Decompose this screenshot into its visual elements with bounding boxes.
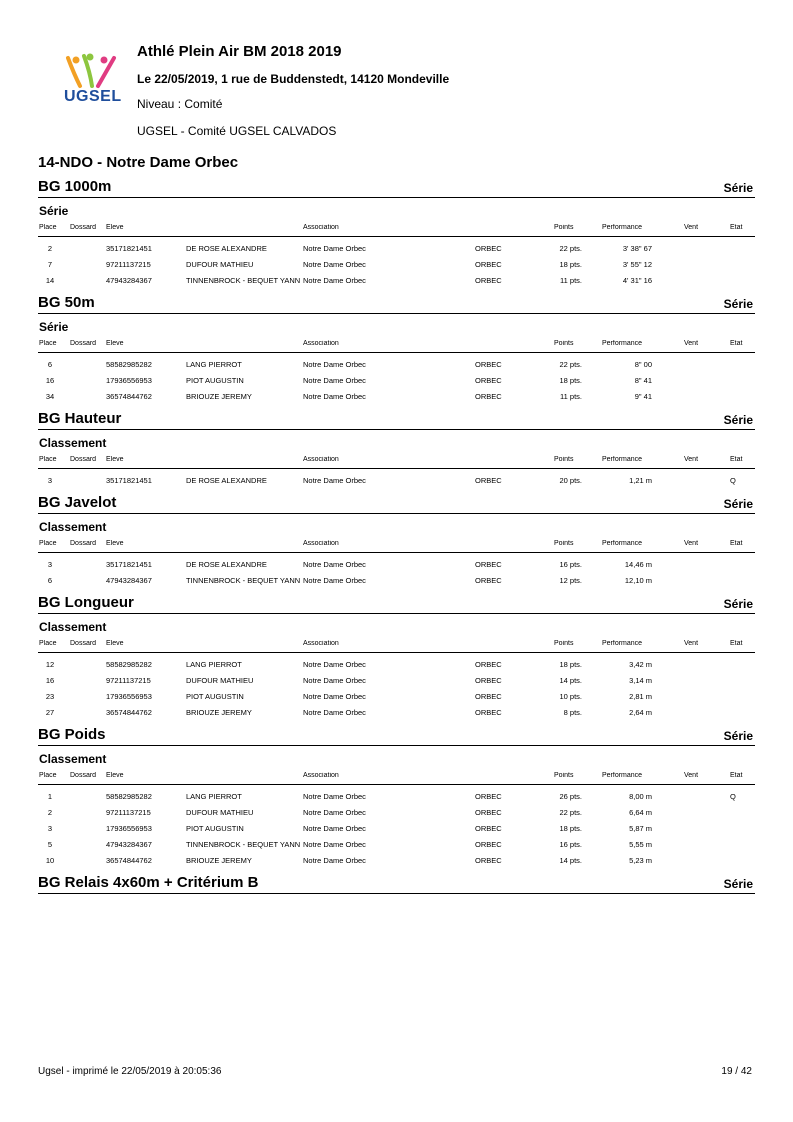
col-association: Association	[303, 772, 339, 779]
cell-points: 22 pts.	[559, 244, 582, 253]
cell-place: 5	[47, 840, 53, 849]
round-name: Classement	[39, 520, 107, 534]
cell-association: Notre Dame Orbec	[303, 560, 366, 569]
cell-athlete: DE ROSE ALEXANDRE	[186, 244, 267, 253]
table-row	[38, 573, 755, 589]
col-eleve: Eleve	[106, 772, 124, 779]
cell-city: ORBEC	[475, 392, 502, 401]
event-section	[38, 173, 755, 289]
table-row	[38, 357, 755, 373]
event-name: BG Hauteur	[38, 410, 122, 427]
cell-athlete: LANG PIERROT	[186, 660, 242, 669]
cell-city: ORBEC	[475, 676, 502, 685]
cell-association: Notre Dame Orbec	[303, 244, 366, 253]
cell-points: 14 pts.	[559, 676, 582, 685]
cell-athlete: PIOT AUGUSTIN	[186, 824, 244, 833]
col-vent: Vent	[684, 224, 699, 231]
cell-performance: 8" 41	[634, 376, 652, 385]
col-performance: Performance	[602, 640, 643, 647]
table-header-row	[38, 768, 755, 785]
col-place: Place	[39, 340, 57, 347]
table-row	[38, 837, 755, 853]
col-points: Points	[554, 640, 574, 647]
cell-points: 18 pts.	[559, 824, 582, 833]
col-performance: Performance	[602, 456, 643, 463]
event-name: BG Javelot	[38, 494, 117, 511]
page-number: 19 / 42	[721, 1066, 752, 1077]
table-row	[38, 241, 755, 257]
cell-city: ORBEC	[475, 360, 502, 369]
cell-place: 3	[47, 476, 53, 485]
table-header-row	[38, 220, 755, 237]
col-place: Place	[39, 456, 57, 463]
col-etat: Etat	[730, 772, 743, 779]
table-body	[38, 785, 755, 869]
cell-city: ORBEC	[475, 376, 502, 385]
cell-athlete: DUFOUR MATHIEU	[186, 676, 254, 685]
results-content	[38, 153, 755, 894]
event-header	[38, 721, 755, 746]
meeting-level: Niveau : Comité	[137, 97, 223, 111]
cell-association: Notre Dame Orbec	[303, 692, 366, 701]
round-name: Série	[39, 204, 69, 218]
cell-place: 27	[45, 708, 55, 717]
cell-association: Notre Dame Orbec	[303, 708, 366, 717]
event-type: Série	[723, 413, 753, 427]
cell-licence: 47943284367	[106, 276, 152, 285]
cell-city: ORBEC	[475, 244, 502, 253]
col-place: Place	[39, 540, 57, 547]
cell-association: Notre Dame Orbec	[303, 360, 366, 369]
cell-etat: Q	[730, 476, 736, 485]
cell-place: 2	[47, 244, 53, 253]
cell-place: 7	[47, 260, 53, 269]
cell-association: Notre Dame Orbec	[303, 476, 366, 485]
cell-place: 16	[45, 676, 55, 685]
cell-athlete: LANG PIERROT	[186, 792, 242, 801]
cell-licence: 35171821451	[106, 476, 152, 485]
cell-city: ORBEC	[475, 792, 502, 801]
cell-athlete: TINNENBROCK - BEQUET YANN	[186, 576, 301, 585]
col-dossard: Dossard	[70, 224, 97, 231]
cell-etat: Q	[730, 792, 736, 801]
round-name: Classement	[39, 620, 107, 634]
cell-athlete: BRIOUZE JEREMY	[186, 392, 252, 401]
event-header	[38, 589, 755, 614]
cell-performance: 3,14 m	[629, 676, 652, 685]
event-type: Série	[723, 729, 753, 743]
cell-points: 14 pts.	[559, 856, 582, 865]
cell-place: 6	[47, 360, 53, 369]
logo-text: UGSEL	[64, 88, 122, 105]
table-row	[38, 673, 755, 689]
table-row	[38, 853, 755, 869]
cell-athlete: BRIOUZE JEREMY	[186, 708, 252, 717]
event-section	[38, 869, 755, 894]
cell-association: Notre Dame Orbec	[303, 260, 366, 269]
cell-association: Notre Dame Orbec	[303, 376, 366, 385]
col-vent: Vent	[684, 640, 699, 647]
cell-place: 2	[47, 808, 53, 817]
meeting-title: Athlé Plein Air BM 2018 2019	[137, 43, 342, 60]
event-header	[38, 289, 755, 314]
col-points: Points	[554, 456, 574, 463]
col-dossard: Dossard	[70, 540, 97, 547]
cell-licence: 58582985282	[106, 792, 152, 801]
table-header-row	[38, 636, 755, 653]
table-row	[38, 705, 755, 721]
cell-city: ORBEC	[475, 708, 502, 717]
cell-performance: 2,81 m	[629, 692, 652, 701]
col-place: Place	[39, 640, 57, 647]
event-name: BG 1000m	[38, 178, 112, 195]
col-eleve: Eleve	[106, 640, 124, 647]
round-name: Classement	[39, 752, 107, 766]
col-etat: Etat	[730, 640, 743, 647]
cell-place: 23	[45, 692, 55, 701]
col-performance: Performance	[602, 224, 643, 231]
col-dossard: Dossard	[70, 772, 97, 779]
col-etat: Etat	[730, 456, 743, 463]
cell-performance: 3' 55" 12	[622, 260, 652, 269]
cell-athlete: LANG PIERROT	[186, 360, 242, 369]
event-type: Série	[723, 297, 753, 311]
cell-place: 10	[45, 856, 55, 865]
col-points: Points	[554, 224, 574, 231]
col-eleve: Eleve	[106, 340, 124, 347]
cell-licence: 97211137215	[106, 808, 151, 817]
table-header-row	[38, 452, 755, 469]
cell-association: Notre Dame Orbec	[303, 676, 366, 685]
event-section	[38, 589, 755, 721]
cell-points: 18 pts.	[559, 660, 582, 669]
cell-place: 34	[45, 392, 55, 401]
col-performance: Performance	[602, 540, 643, 547]
cell-points: 18 pts.	[559, 260, 582, 269]
cell-performance: 8,00 m	[629, 792, 652, 801]
col-points: Points	[554, 772, 574, 779]
cell-licence: 17936556953	[106, 376, 152, 385]
table-row	[38, 805, 755, 821]
table-header-row	[38, 536, 755, 553]
col-etat: Etat	[730, 540, 743, 547]
col-dossard: Dossard	[70, 340, 97, 347]
table-body	[38, 353, 755, 405]
cell-licence: 97211137215	[106, 260, 151, 269]
table-row	[38, 657, 755, 673]
cell-city: ORBEC	[475, 692, 502, 701]
event-name: BG Poids	[38, 726, 106, 743]
event-type: Série	[723, 181, 753, 195]
cell-performance: 5,87 m	[629, 824, 652, 833]
cell-points: 16 pts.	[559, 560, 582, 569]
cell-association: Notre Dame Orbec	[303, 660, 366, 669]
cell-place: 16	[45, 376, 55, 385]
cell-association: Notre Dame Orbec	[303, 856, 366, 865]
event-type: Série	[723, 877, 753, 891]
cell-athlete: PIOT AUGUSTIN	[186, 376, 244, 385]
event-header	[38, 173, 755, 198]
table-body	[38, 237, 755, 289]
event-section	[38, 721, 755, 869]
event-section	[38, 289, 755, 405]
col-etat: Etat	[730, 224, 743, 231]
table-row	[38, 557, 755, 573]
events-list	[38, 173, 755, 894]
event-header	[38, 869, 755, 894]
event-header	[38, 405, 755, 430]
col-vent: Vent	[684, 456, 699, 463]
cell-performance: 12,10 m	[624, 576, 652, 585]
cell-association: Notre Dame Orbec	[303, 576, 366, 585]
table-header-row	[38, 336, 755, 353]
table-row	[38, 821, 755, 837]
cell-licence: 35171821451	[106, 560, 152, 569]
cell-performance: 4' 31" 16	[622, 276, 652, 285]
cell-points: 18 pts.	[559, 376, 582, 385]
cell-performance: 3,42 m	[629, 660, 652, 669]
col-association: Association	[303, 540, 339, 547]
cell-licence: 47943284367	[106, 576, 152, 585]
cell-place: 12	[45, 660, 55, 669]
cell-licence: 47943284367	[106, 840, 152, 849]
cell-athlete: PIOT AUGUSTIN	[186, 692, 244, 701]
cell-association: Notre Dame Orbec	[303, 392, 366, 401]
cell-association: Notre Dame Orbec	[303, 276, 366, 285]
col-place: Place	[39, 224, 57, 231]
cell-points: 12 pts.	[559, 576, 582, 585]
col-place: Place	[39, 772, 57, 779]
cell-city: ORBEC	[475, 576, 502, 585]
cell-points: 16 pts.	[559, 840, 582, 849]
cell-licence: 36574844762	[106, 856, 152, 865]
col-performance: Performance	[602, 340, 643, 347]
cell-licence: 58582985282	[106, 660, 152, 669]
table-row	[38, 473, 755, 489]
event-section	[38, 405, 755, 489]
print-timestamp: Ugsel - imprimé le 22/05/2019 à 20:05:36	[38, 1066, 222, 1077]
cell-performance: 14,46 m	[624, 560, 652, 569]
club-title: 14-NDO - Notre Dame Orbec	[38, 154, 239, 171]
cell-points: 20 pts.	[559, 476, 582, 485]
cell-athlete: DUFOUR MATHIEU	[186, 260, 254, 269]
cell-city: ORBEC	[475, 476, 502, 485]
cell-athlete: TINNENBROCK - BEQUET YANN	[186, 840, 301, 849]
cell-performance: 9" 41	[634, 392, 652, 401]
cell-licence: 36574844762	[106, 392, 152, 401]
cell-athlete: DE ROSE ALEXANDRE	[186, 476, 267, 485]
cell-performance: 8" 00	[634, 360, 652, 369]
cell-licence: 36574844762	[106, 708, 152, 717]
cell-athlete: TINNENBROCK - BEQUET YANN	[186, 276, 301, 285]
col-etat: Etat	[730, 340, 743, 347]
cell-performance: 2,64 m	[629, 708, 652, 717]
cell-city: ORBEC	[475, 808, 502, 817]
cell-points: 22 pts.	[559, 808, 582, 817]
cell-association: Notre Dame Orbec	[303, 792, 366, 801]
col-dossard: Dossard	[70, 640, 97, 647]
col-association: Association	[303, 456, 339, 463]
col-points: Points	[554, 340, 574, 347]
cell-points: 10 pts.	[559, 692, 582, 701]
col-vent: Vent	[684, 540, 699, 547]
col-association: Association	[303, 340, 339, 347]
cell-points: 8 pts.	[563, 708, 582, 717]
cell-licence: 17936556953	[106, 824, 152, 833]
cell-performance: 3' 38" 67	[622, 244, 652, 253]
cell-performance: 6,64 m	[629, 808, 652, 817]
table-row	[38, 689, 755, 705]
cell-performance: 1,21 m	[629, 476, 652, 485]
table-body	[38, 553, 755, 589]
col-association: Association	[303, 640, 339, 647]
table-body	[38, 469, 755, 489]
page-header	[0, 0, 793, 150]
col-dossard: Dossard	[70, 456, 97, 463]
cell-points: 11 pts.	[560, 276, 582, 285]
cell-performance: 5,55 m	[629, 840, 652, 849]
table-row	[38, 373, 755, 389]
cell-place: 1	[47, 792, 53, 801]
cell-athlete: DE ROSE ALEXANDRE	[186, 560, 267, 569]
cell-licence: 58582985282	[106, 360, 152, 369]
col-vent: Vent	[684, 772, 699, 779]
meeting-date-place: Le 22/05/2019, 1 rue de Buddenstedt, 14120 Mondeville	[137, 72, 450, 86]
cell-city: ORBEC	[475, 824, 502, 833]
table-row	[38, 273, 755, 289]
cell-city: ORBEC	[475, 660, 502, 669]
cell-place: 6	[47, 576, 53, 585]
cell-points: 22 pts.	[559, 360, 582, 369]
round-name: Classement	[39, 436, 107, 450]
col-vent: Vent	[684, 340, 699, 347]
cell-place: 14	[45, 276, 55, 285]
event-section	[38, 489, 755, 589]
event-name: BG Longueur	[38, 594, 134, 611]
cell-licence: 35171821451	[106, 244, 152, 253]
table-row	[38, 257, 755, 273]
cell-athlete: DUFOUR MATHIEU	[186, 808, 254, 817]
round-name: Série	[39, 320, 69, 334]
cell-city: ORBEC	[475, 840, 502, 849]
cell-association: Notre Dame Orbec	[303, 824, 366, 833]
col-performance: Performance	[602, 772, 643, 779]
table-row	[38, 789, 755, 805]
cell-city: ORBEC	[475, 856, 502, 865]
col-eleve: Eleve	[106, 456, 124, 463]
cell-performance: 5,23 m	[629, 856, 652, 865]
event-name: BG Relais 4x60m + Critérium B	[38, 874, 259, 891]
cell-association: Notre Dame Orbec	[303, 840, 366, 849]
col-eleve: Eleve	[106, 540, 124, 547]
col-points: Points	[554, 540, 574, 547]
cell-city: ORBEC	[475, 560, 502, 569]
event-type: Série	[723, 497, 753, 511]
cell-place: 3	[47, 824, 53, 833]
cell-place: 3	[47, 560, 53, 569]
col-eleve: Eleve	[106, 224, 124, 231]
cell-city: ORBEC	[475, 260, 502, 269]
cell-city: ORBEC	[475, 276, 502, 285]
cell-points: 26 pts.	[559, 792, 582, 801]
cell-points: 11 pts.	[560, 392, 582, 401]
meeting-organizer: UGSEL - Comité UGSEL CALVADOS	[137, 124, 337, 138]
cell-licence: 97211137215	[106, 676, 151, 685]
table-body	[38, 653, 755, 721]
cell-athlete: BRIOUZE JEREMY	[186, 856, 252, 865]
cell-association: Notre Dame Orbec	[303, 808, 366, 817]
ugsel-figures-icon	[58, 52, 128, 92]
event-type: Série	[723, 597, 753, 611]
event-header	[38, 489, 755, 514]
cell-licence: 17936556953	[106, 692, 152, 701]
event-name: BG 50m	[38, 294, 95, 311]
table-row	[38, 389, 755, 405]
col-association: Association	[303, 224, 339, 231]
